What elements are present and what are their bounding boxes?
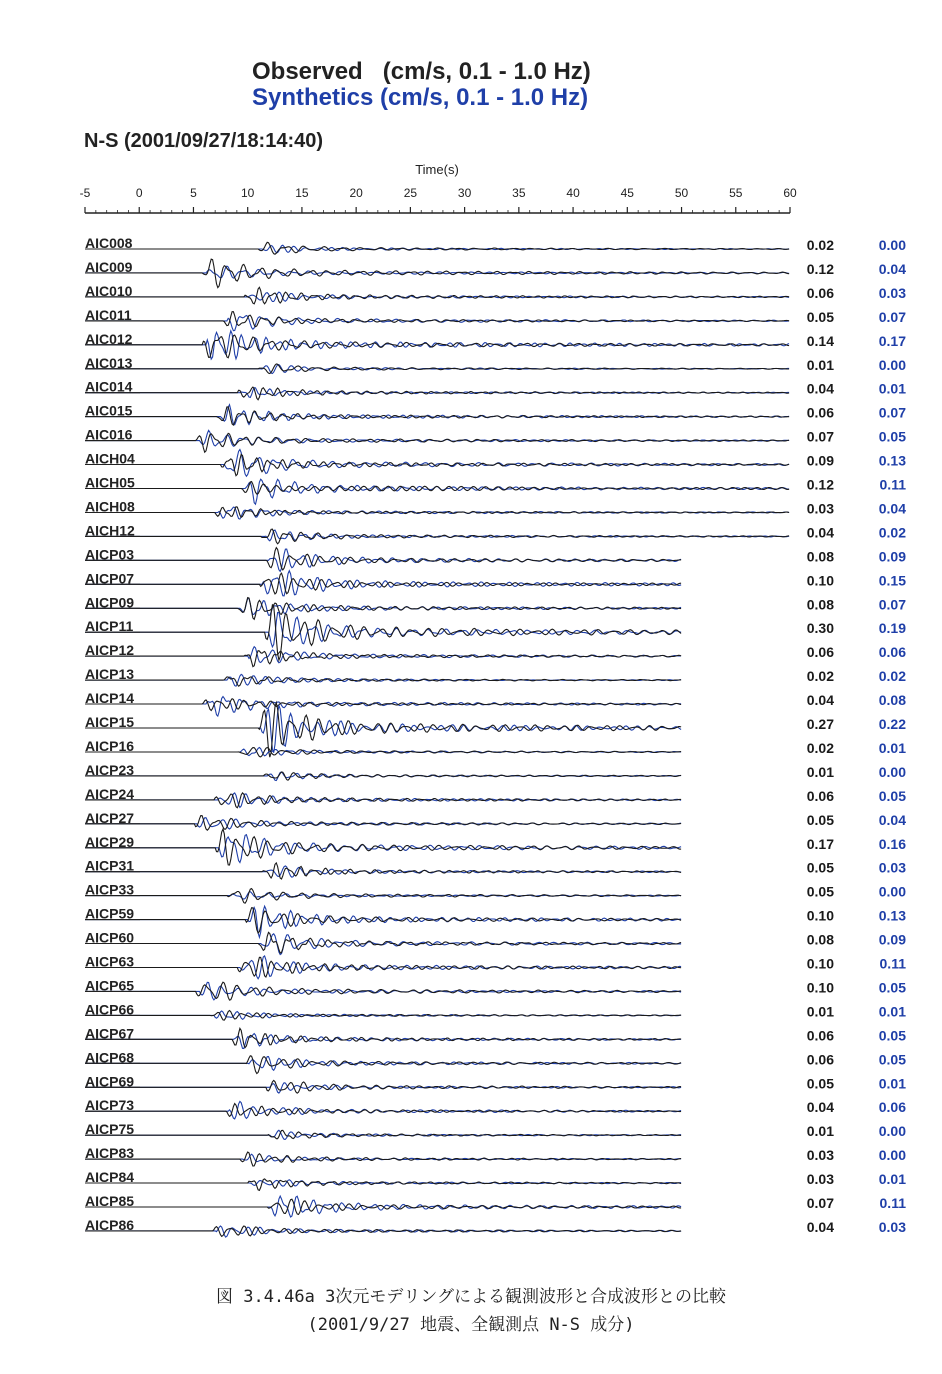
- station-row: [85, 762, 906, 781]
- station-row: [85, 930, 906, 955]
- station-label: AICP29: [85, 833, 135, 850]
- synthetic-trace: [85, 697, 681, 717]
- synthetic-max-value: 0.17: [878, 332, 906, 349]
- synthetic-max-value: 0.15: [878, 572, 906, 589]
- observed-max-value: 0.04: [806, 692, 834, 709]
- x-axis-label: Time(s): [415, 162, 459, 177]
- station-label: AICP85: [85, 1193, 135, 1209]
- observed-max-value: 0.01: [806, 356, 834, 373]
- synthetic-max-value: 0.09: [878, 548, 906, 565]
- station-label: AICP63: [85, 953, 135, 970]
- synthetic-trace: [85, 316, 789, 331]
- x-tick-label: 55: [729, 186, 743, 200]
- x-tick-label: 5: [190, 186, 197, 200]
- observed-max-value: 0.01: [806, 1003, 834, 1020]
- station-label: AICP84: [85, 1169, 135, 1186]
- observed-trace: [85, 929, 681, 953]
- synthetic-max-value: 0.05: [878, 787, 906, 804]
- synthetic-trace: [85, 1034, 681, 1049]
- observed-trace: [85, 793, 681, 808]
- station-label: AICP14: [85, 690, 135, 707]
- observed-trace: [85, 772, 681, 780]
- observed-max-value: 0.04: [806, 1218, 834, 1235]
- observed-max-value: 0.06: [806, 644, 834, 661]
- station-row: [85, 379, 906, 400]
- x-tick-label: -5: [79, 186, 91, 200]
- observed-max-value: 0.02: [806, 237, 834, 253]
- observed-max-value: 0.08: [806, 596, 834, 613]
- station-row: [85, 450, 906, 477]
- synthetic-max-value: 0.13: [878, 907, 906, 924]
- station-label: AICH05: [85, 474, 135, 491]
- observed-max-value: 0.06: [806, 1051, 834, 1068]
- station-row: [85, 283, 906, 304]
- synthetic-trace: [85, 530, 789, 541]
- synthetic-max-value: 0.07: [878, 308, 906, 325]
- synthetic-max-value: 0.09: [878, 931, 906, 948]
- station-row: [85, 786, 906, 808]
- observed-max-value: 0.04: [806, 380, 834, 397]
- station-label: AICH12: [85, 522, 135, 539]
- observed-trace: [85, 507, 789, 518]
- observed-max-value: 0.05: [806, 883, 834, 900]
- observed-max-value: 0.10: [806, 907, 834, 924]
- observed-max-value: 0.06: [806, 1027, 834, 1044]
- synthetic-max-value: 0.05: [878, 1027, 906, 1044]
- observed-max-value: 0.01: [806, 763, 834, 780]
- station-row: [85, 522, 906, 543]
- synthetic-trace: [85, 598, 681, 615]
- figure-caption: 図 3.4.46a 3次元モデリングによる観測波形と合成波形との比較: [215, 1287, 726, 1307]
- observed-trace: [85, 1028, 681, 1047]
- station-label: AICP12: [85, 642, 135, 659]
- observed-max-value: 0.05: [806, 811, 834, 828]
- station-row: [85, 331, 906, 359]
- x-tick-label: 0: [135, 186, 143, 200]
- station-row: [85, 1121, 906, 1139]
- synthetic-max-value: 0.06: [878, 644, 906, 661]
- observed-trace: [85, 548, 681, 570]
- observed-max-value: 0.06: [806, 284, 834, 301]
- station-row: [85, 498, 906, 519]
- observed-trace: [85, 454, 789, 475]
- observed-max-value: 0.02: [806, 739, 834, 756]
- station-row: [85, 235, 906, 254]
- observed-max-value: 0.04: [806, 524, 834, 541]
- observed-max-value: 0.04: [806, 1099, 834, 1116]
- observed-max-value: 0.14: [806, 332, 834, 349]
- x-tick-label: 45: [620, 186, 634, 200]
- station-label: AICP66: [85, 1001, 135, 1018]
- synthetic-trace: [85, 1083, 681, 1093]
- synthetic-trace: [85, 571, 681, 596]
- synthetic-max-value: 0.05: [878, 428, 906, 445]
- observed-max-value: 0.06: [806, 404, 834, 421]
- station-label: AICP11: [85, 618, 134, 635]
- observed-trace: [85, 1152, 681, 1166]
- station-label: AICP59: [85, 905, 135, 922]
- observed-max-value: 0.12: [806, 476, 834, 493]
- station-row: [85, 858, 906, 879]
- synthetic-max-value: 0.02: [878, 524, 906, 541]
- station-row: [85, 403, 906, 425]
- x-tick-label: 15: [295, 186, 309, 200]
- observed-max-value: 0.02: [806, 668, 834, 685]
- observed-trace: [85, 699, 681, 711]
- synthetic-max-value: 0.00: [878, 356, 906, 373]
- observed-trace: [85, 748, 681, 757]
- observed-trace: [85, 387, 789, 400]
- x-tick-label: 50: [674, 186, 689, 200]
- synthetic-max-value: 0.01: [878, 1171, 906, 1188]
- station-label: AIC010: [85, 282, 133, 299]
- observed-max-value: 0.06: [806, 787, 834, 804]
- station-label: AIC015: [85, 402, 133, 419]
- observed-trace: [85, 287, 789, 304]
- synthetic-max-value: 0.00: [878, 1147, 906, 1164]
- synthetic-max-value: 0.01: [878, 1003, 906, 1020]
- observed-max-value: 0.05: [806, 1075, 834, 1092]
- station-label: AIC009: [85, 258, 133, 275]
- station-row: [85, 1217, 906, 1237]
- observed-trace: [85, 364, 789, 374]
- synthetic-max-value: 0.00: [878, 763, 906, 780]
- observed-trace: [85, 529, 789, 544]
- station-row: [85, 1169, 906, 1190]
- station-label: AIC008: [85, 235, 133, 251]
- observed-max-value: 0.05: [806, 308, 834, 325]
- observed-max-value: 0.03: [806, 1147, 834, 1164]
- station-row: [85, 259, 906, 288]
- station-row: [85, 977, 906, 1000]
- station-row: [85, 1193, 906, 1217]
- station-label: AICP65: [85, 977, 135, 994]
- station-label: AICP24: [85, 785, 135, 802]
- chart-title-synthetics: Synthetics (cm/s, 0.1 - 1.0 Hz): [252, 84, 589, 111]
- observed-max-value: 0.09: [806, 452, 834, 469]
- figure-caption-sub: (2001/9/27 地震、全観測点 N-S 成分): [307, 1315, 635, 1335]
- station-label: AICP75: [85, 1121, 135, 1138]
- observed-trace: [85, 863, 681, 879]
- x-tick-label: 20: [349, 186, 363, 200]
- station-row: [85, 738, 906, 757]
- synthetic-trace: [85, 507, 789, 519]
- observed-trace: [85, 1056, 681, 1074]
- synthetic-max-value: 0.01: [878, 739, 906, 756]
- component-label: N-S (2001/09/27/18:14:40): [84, 130, 324, 152]
- station-label: AICP33: [85, 881, 135, 898]
- station-label: AICP23: [85, 761, 135, 778]
- station-label: AICP09: [85, 594, 135, 611]
- observed-trace: [85, 1179, 681, 1191]
- station-label: AIC016: [85, 426, 133, 443]
- station-row: [85, 1001, 906, 1020]
- observed-max-value: 0.27: [806, 716, 834, 732]
- synthetic-max-value: 0.04: [878, 500, 906, 517]
- station-row: [85, 1049, 906, 1073]
- station-label: AIC012: [85, 330, 133, 347]
- station-traces: [85, 235, 906, 1237]
- observed-trace: [85, 598, 681, 620]
- observed-max-value: 0.03: [806, 1171, 834, 1188]
- station-row: [85, 307, 906, 331]
- synthetic-max-value: 0.11: [879, 476, 906, 493]
- observed-max-value: 0.17: [806, 835, 834, 852]
- synthetic-max-value: 0.07: [878, 596, 906, 613]
- station-row: [85, 1025, 906, 1048]
- synthetic-max-value: 0.04: [878, 811, 906, 828]
- observed-trace: [85, 816, 681, 831]
- synthetic-max-value: 0.00: [878, 883, 906, 900]
- station-row: [85, 1073, 906, 1093]
- synthetic-max-value: 0.06: [878, 1099, 906, 1116]
- observed-trace: [85, 1130, 681, 1138]
- synthetic-trace: [85, 706, 681, 753]
- station-row: [85, 906, 906, 938]
- synthetic-max-value: 0.01: [878, 380, 906, 397]
- station-label: AICP68: [85, 1049, 135, 1066]
- observed-trace: [85, 433, 789, 452]
- station-label: AICP15: [85, 714, 135, 730]
- synthetic-trace: [85, 479, 789, 504]
- station-label: AICP73: [85, 1097, 135, 1114]
- observed-trace: [85, 1104, 681, 1117]
- observed-max-value: 0.10: [806, 955, 834, 972]
- station-label: AIC014: [85, 378, 133, 395]
- station-row: [85, 690, 906, 716]
- station-row: [85, 475, 906, 505]
- observed-max-value: 0.07: [806, 1195, 834, 1211]
- station-label: AICP69: [85, 1073, 135, 1090]
- synthetic-max-value: 0.03: [878, 284, 906, 301]
- synthetic-trace: [85, 402, 789, 425]
- synthetic-max-value: 0.05: [878, 979, 906, 996]
- synthetic-max-value: 0.02: [878, 668, 906, 685]
- synthetic-max-value: 0.11: [879, 955, 906, 972]
- x-tick-label: 25: [403, 186, 418, 200]
- station-row: [85, 546, 906, 571]
- station-label: AIC013: [85, 354, 133, 371]
- station-label: AICP07: [85, 570, 135, 587]
- observed-trace: [85, 1080, 681, 1093]
- station-label: AICH08: [85, 498, 135, 515]
- synthetic-max-value: 0.16: [878, 835, 906, 852]
- station-label: AICP27: [85, 809, 135, 826]
- station-row: [85, 427, 906, 453]
- synthetic-max-value: 0.00: [878, 237, 906, 253]
- station-row: [85, 570, 906, 596]
- observed-max-value: 0.30: [806, 620, 834, 637]
- observed-max-value: 0.12: [806, 260, 834, 277]
- synthetic-max-value: 0.01: [878, 1075, 906, 1092]
- observed-trace: [85, 335, 789, 358]
- observed-max-value: 0.10: [806, 572, 834, 589]
- observed-trace: [85, 242, 789, 254]
- observed-max-value: 0.08: [806, 548, 834, 565]
- synthetic-max-value: 0.04: [878, 260, 906, 277]
- station-row: [85, 882, 906, 904]
- station-row: [85, 605, 906, 660]
- x-tick-label: 60: [783, 186, 797, 200]
- synthetic-max-value: 0.22: [878, 716, 906, 732]
- synthetic-max-value: 0.11: [879, 1195, 906, 1211]
- time-axis: [80, 186, 797, 213]
- observed-trace: [85, 651, 681, 667]
- synthetic-max-value: 0.13: [878, 452, 906, 469]
- station-row: [85, 954, 906, 979]
- observed-trace: [85, 677, 681, 686]
- synthetic-trace: [85, 1101, 681, 1119]
- station-row: [85, 1145, 906, 1166]
- station-label: AICP60: [85, 929, 135, 946]
- station-label: AICP16: [85, 737, 135, 754]
- station-label: AICP67: [85, 1025, 135, 1042]
- synthetic-max-value: 0.19: [878, 620, 906, 637]
- station-row: [85, 1097, 906, 1119]
- station-label: AICP86: [85, 1216, 135, 1233]
- observed-max-value: 0.08: [806, 931, 834, 948]
- synthetic-max-value: 0.07: [878, 404, 906, 421]
- synthetic-max-value: 0.05: [878, 1051, 906, 1068]
- station-row: [85, 829, 906, 865]
- synthetic-trace: [85, 430, 789, 446]
- synthetic-max-value: 0.03: [878, 859, 906, 876]
- x-tick-label: 35: [512, 186, 526, 200]
- observed-trace: [85, 259, 789, 288]
- synthetic-max-value: 0.00: [878, 1123, 906, 1140]
- station-label: AIC011: [85, 306, 132, 323]
- station-row: [85, 594, 906, 619]
- observed-max-value: 0.05: [806, 859, 834, 876]
- x-tick-label: 40: [566, 186, 580, 200]
- station-row: [85, 666, 906, 686]
- station-label: AICH04: [85, 450, 135, 467]
- synthetic-max-value: 0.08: [878, 692, 906, 709]
- chart-title-observed: Observed (cm/s, 0.1 - 1.0 Hz): [252, 58, 591, 85]
- synthetic-trace: [85, 450, 789, 477]
- x-tick-label: 30: [457, 186, 472, 200]
- observed-max-value: 0.03: [806, 500, 834, 517]
- observed-trace: [85, 482, 789, 495]
- station-row: [85, 642, 906, 666]
- observed-max-value: 0.10: [806, 979, 834, 996]
- observed-max-value: 0.01: [806, 1123, 834, 1140]
- station-row: [85, 703, 906, 758]
- observed-trace: [85, 312, 789, 327]
- station-row: [85, 810, 906, 830]
- station-label: AICP31: [85, 857, 135, 874]
- x-tick-label: 10: [241, 186, 255, 200]
- observed-max-value: 0.07: [806, 428, 834, 445]
- station-label: AICP03: [85, 546, 135, 563]
- synthetic-max-value: 0.03: [878, 1218, 906, 1235]
- station-label: AICP83: [85, 1145, 135, 1162]
- station-label: AICP13: [85, 666, 135, 683]
